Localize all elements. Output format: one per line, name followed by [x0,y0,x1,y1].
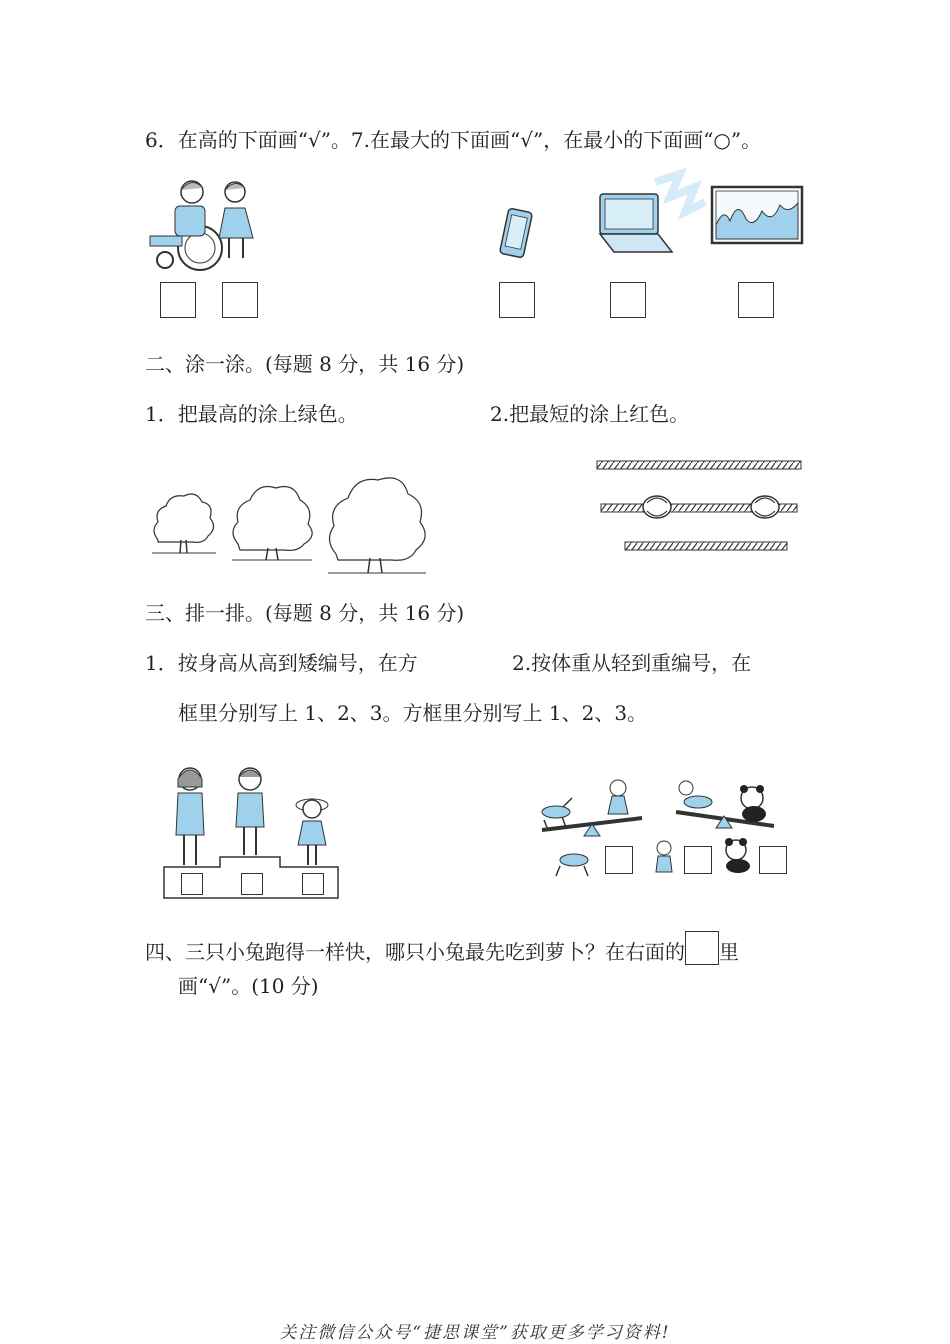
phone-illustration [500,208,534,260]
rank-box-boy[interactable] [241,873,263,895]
trees-illustration [148,470,433,578]
rank-box-small-girl[interactable] [302,873,324,895]
answer-box-tall-kid[interactable] [160,282,196,318]
section-4-text-before: 四、三只小兔跑得一样快，哪只小兔最先吃到萝卜？在右面的 [145,940,685,964]
monitor-illustration [710,185,805,247]
answer-box-laptop[interactable] [610,282,646,318]
wheelchair-children-illustration [145,178,265,273]
section-4-text-after: 里 [719,940,739,964]
rank-box-monkey-2[interactable] [684,846,712,874]
section-3-question-1: 1．按身高从高到矮编号，在方 [145,651,418,675]
section-2-question-2: 2.把最短的涂上红色。 [490,402,690,426]
rank-box-panda[interactable] [759,846,787,874]
decorative-background-icon [650,172,710,242]
section-2-question-1: 1．把最高的涂上绿色。 [145,402,358,426]
footer-watermark: 关注微信公众号“捷思课堂”获取更多学习资料! [279,1323,671,1343]
rank-box-girl[interactable] [181,873,203,895]
section-2-title: 二、涂一涂。(每题 8 分，共 16 分) [145,352,465,376]
section-3-title: 三、排一排。(每题 8 分，共 16 分) [145,601,465,625]
answer-box-monitor[interactable] [738,282,774,318]
seesaw-animals-illustration [532,768,782,880]
section-3-continuation: 框里分别写上 1、2、3。方框里分别写上 1、2、3。 [178,701,648,725]
section-4-line-1 [145,931,739,965]
section-3-question-2: 2.按体重从轻到重编号，在 [512,651,752,675]
question-6-7: 6．在高的下面画“√”。7.在最大的下面画“√”，在最小的下面画“○”。 [145,128,762,152]
ropes-illustration [595,455,805,555]
answer-box-phone[interactable] [499,282,535,318]
section-4-line-2: 画“√”。(10 分) [178,974,319,998]
section-4-inline-box [685,931,719,965]
rank-box-monkey-1[interactable] [605,846,633,874]
answer-box-short-kid[interactable] [222,282,258,318]
